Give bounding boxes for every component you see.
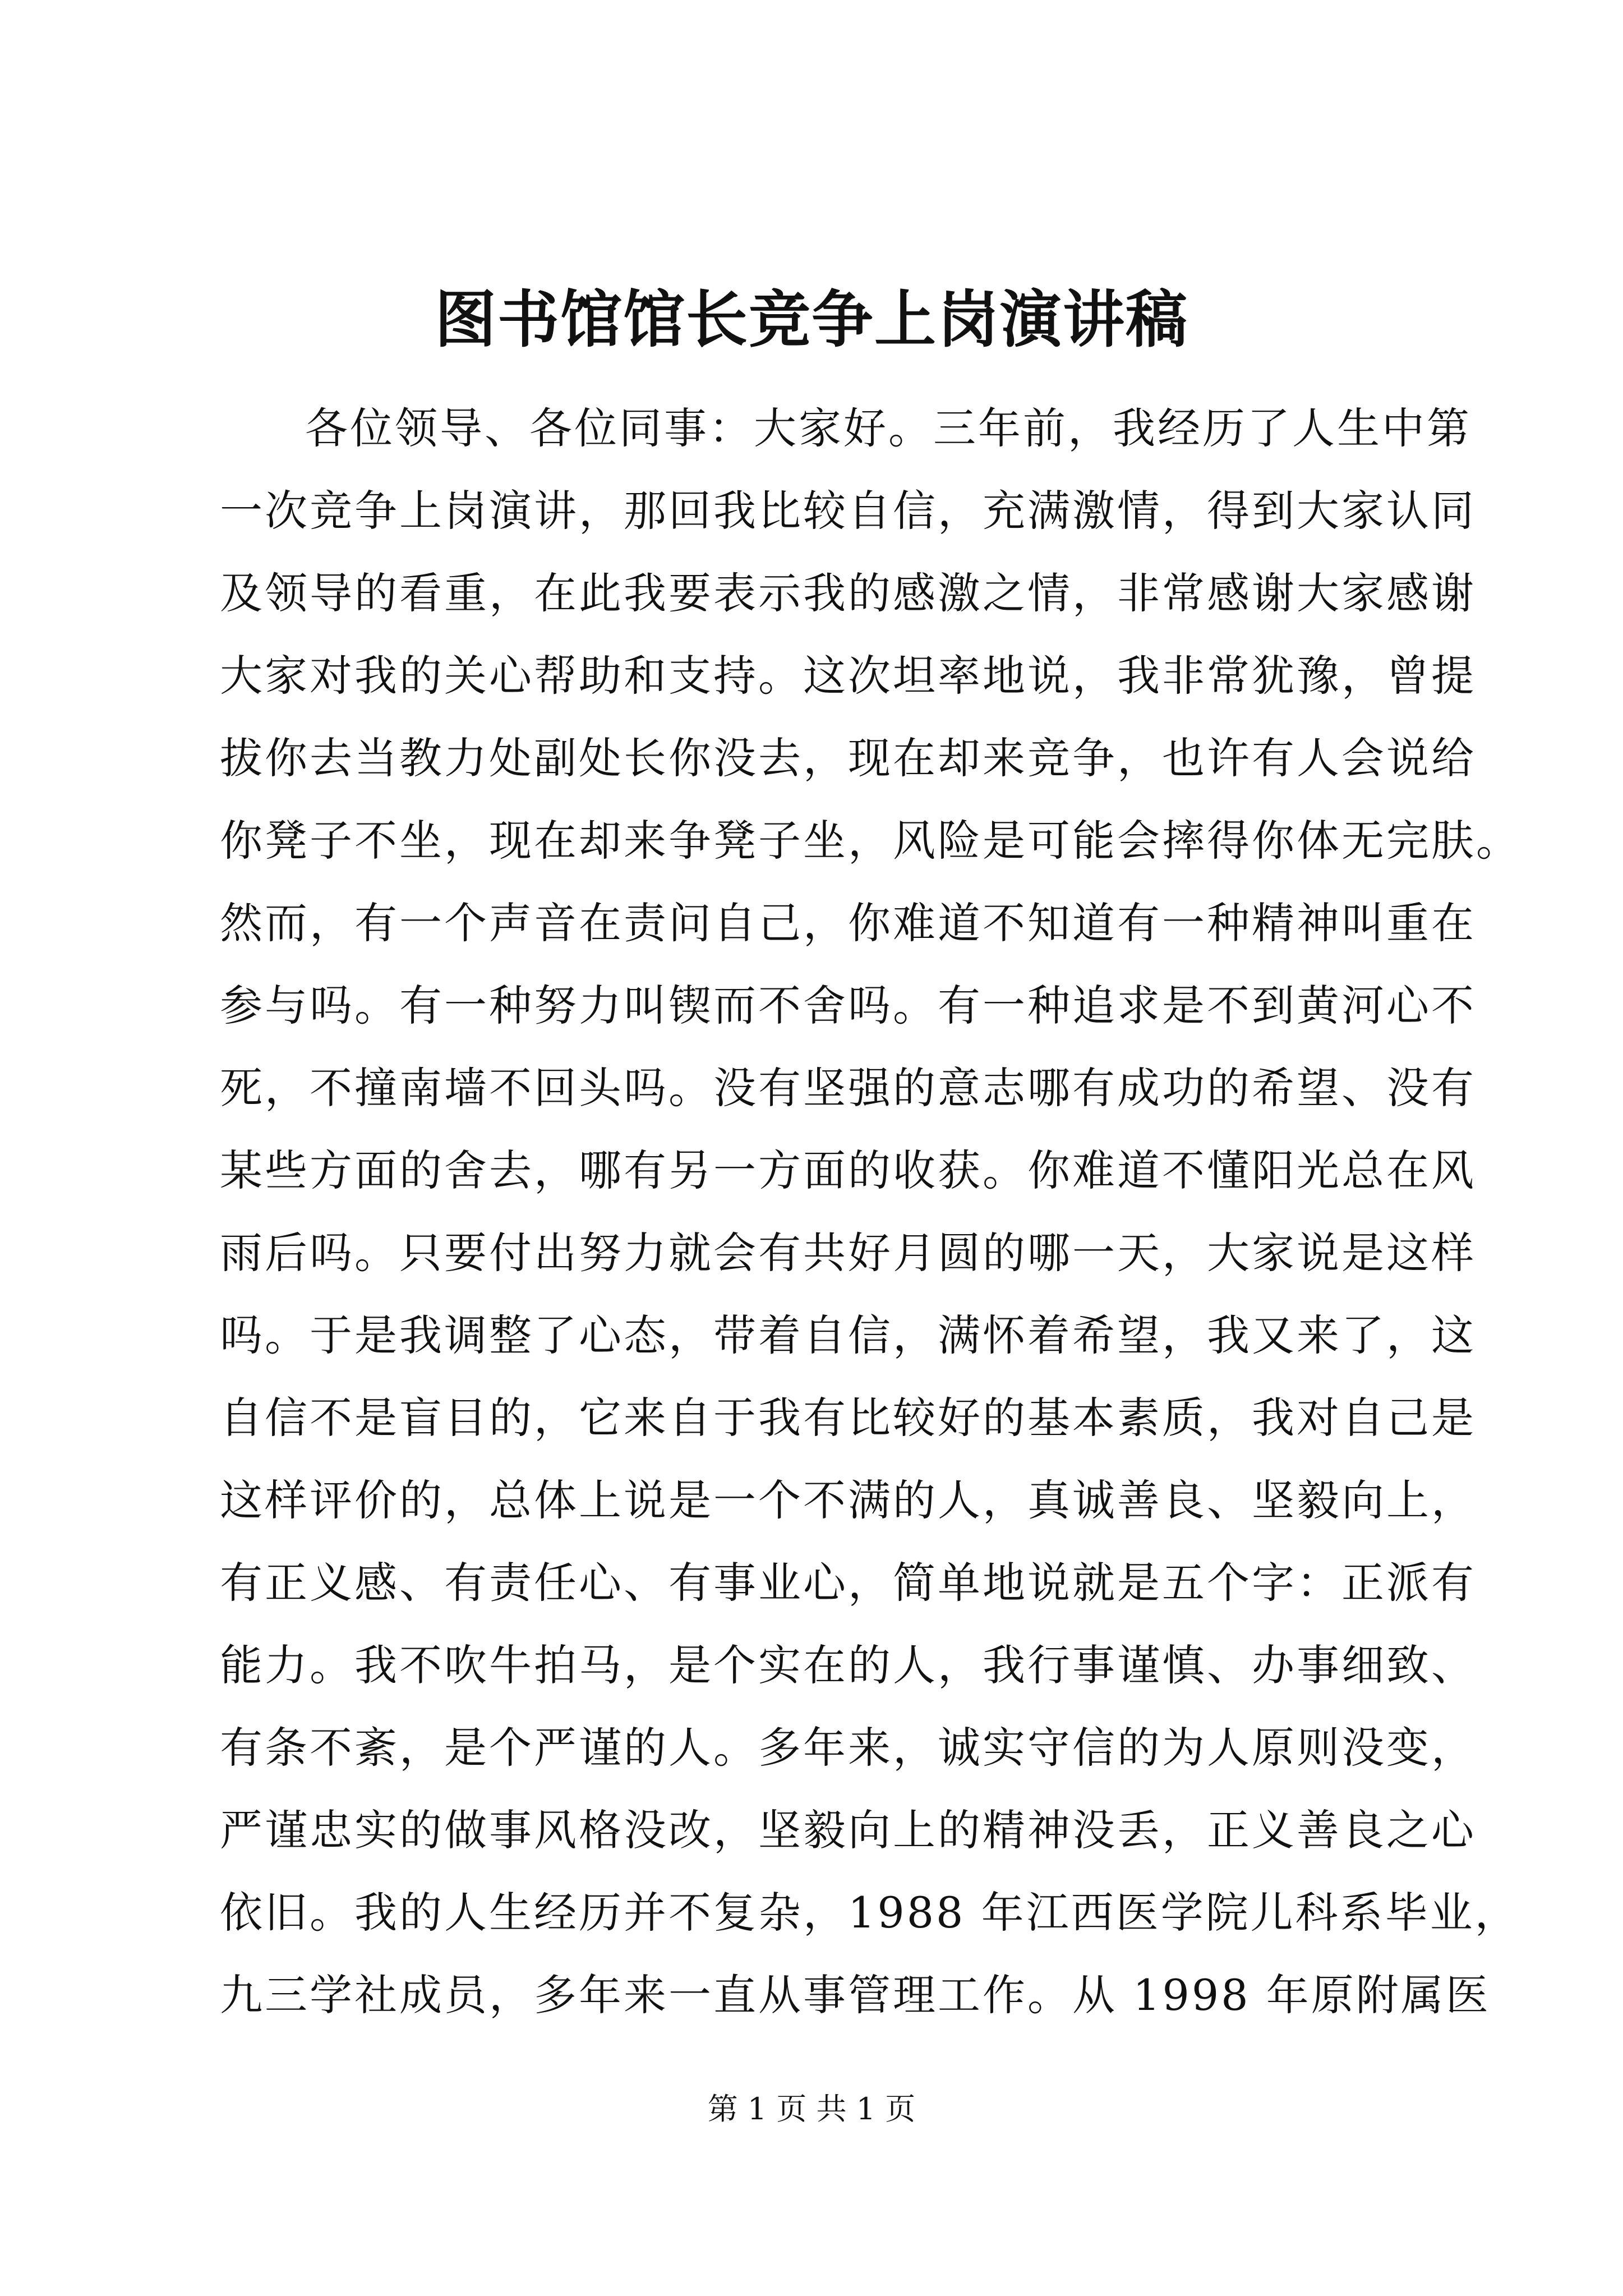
body-line: 各位领导、各位同事：大家好。三年前，我经历了人生中第	[305, 403, 1472, 453]
body-line: 某些方面的舍去，哪有另一方面的收获。你难道不懂阳光总在风	[220, 1145, 1476, 1195]
body-line: 自信不是盲目的，它来自于我有比较好的基本素质，我对自己是	[220, 1393, 1476, 1443]
document-title: 图书馆馆长竞争上岗演讲稿	[435, 283, 1188, 356]
body-line: 雨后吗。只要付出努力就会有共好月圆的哪一天，大家说是这样	[220, 1228, 1476, 1278]
body-line: 死，不撞南墙不回头吗。没有坚强的意志哪有成功的希望、没有	[220, 1063, 1476, 1113]
page-footer: 第 1 页 共 1 页	[707, 2091, 916, 2127]
body-line: 一次竞争上岗演讲，那回我比较自信，充满激情，得到大家认同	[220, 486, 1476, 536]
body-line: 及领导的看重，在此我要表示我的感激之情，非常感谢大家感谢	[220, 568, 1476, 618]
body-line: 严谨忠实的做事风格没改，坚毅向上的精神没丢，正义善良之心	[220, 1805, 1476, 1855]
body-line: 然而，有一个声音在责问自己，你难道不知道有一种精神叫重在	[220, 898, 1476, 948]
body-line: 有正义感、有责任心、有事业心，简单地说就是五个字：正派有	[220, 1558, 1476, 1608]
body-line: 这样评价的，总体上说是一个不满的人，真诚善良、坚毅向上，	[220, 1475, 1476, 1525]
body-line: 九三学社成员，多年来一直从事管理工作。从 1998 年原附属医	[220, 1970, 1491, 2020]
body-line: 依旧。我的人生经历并不复杂，1988 年江西医学院儿科系毕业，	[220, 1888, 1520, 1938]
body-line: 能力。我不吹牛拍马，是个实在的人，我行事谨慎、办事细致、	[220, 1640, 1476, 1690]
document-body	[220, 387, 1521, 2036]
body-line: 大家对我的关心帮助和支持。这次坦率地说，我非常犹豫，曾提	[220, 651, 1476, 701]
body-line: 有条不紊，是个严谨的人。多年来，诚实守信的为人原则没变，	[220, 1723, 1476, 1773]
body-line: 拔你去当教力处副处长你没去，现在却来竞争，也许有人会说给	[220, 733, 1476, 783]
body-line: 吗。于是我调整了心态，带着自信，满怀着希望，我又来了，这	[220, 1310, 1476, 1360]
body-line: 参与吗。有一种努力叫锲而不舍吗。有一种追求是不到黄河心不	[220, 981, 1476, 1030]
body-line: 你凳子不坐，现在却来争凳子坐，风险是可能会摔得你体无完肤。	[220, 816, 1521, 866]
